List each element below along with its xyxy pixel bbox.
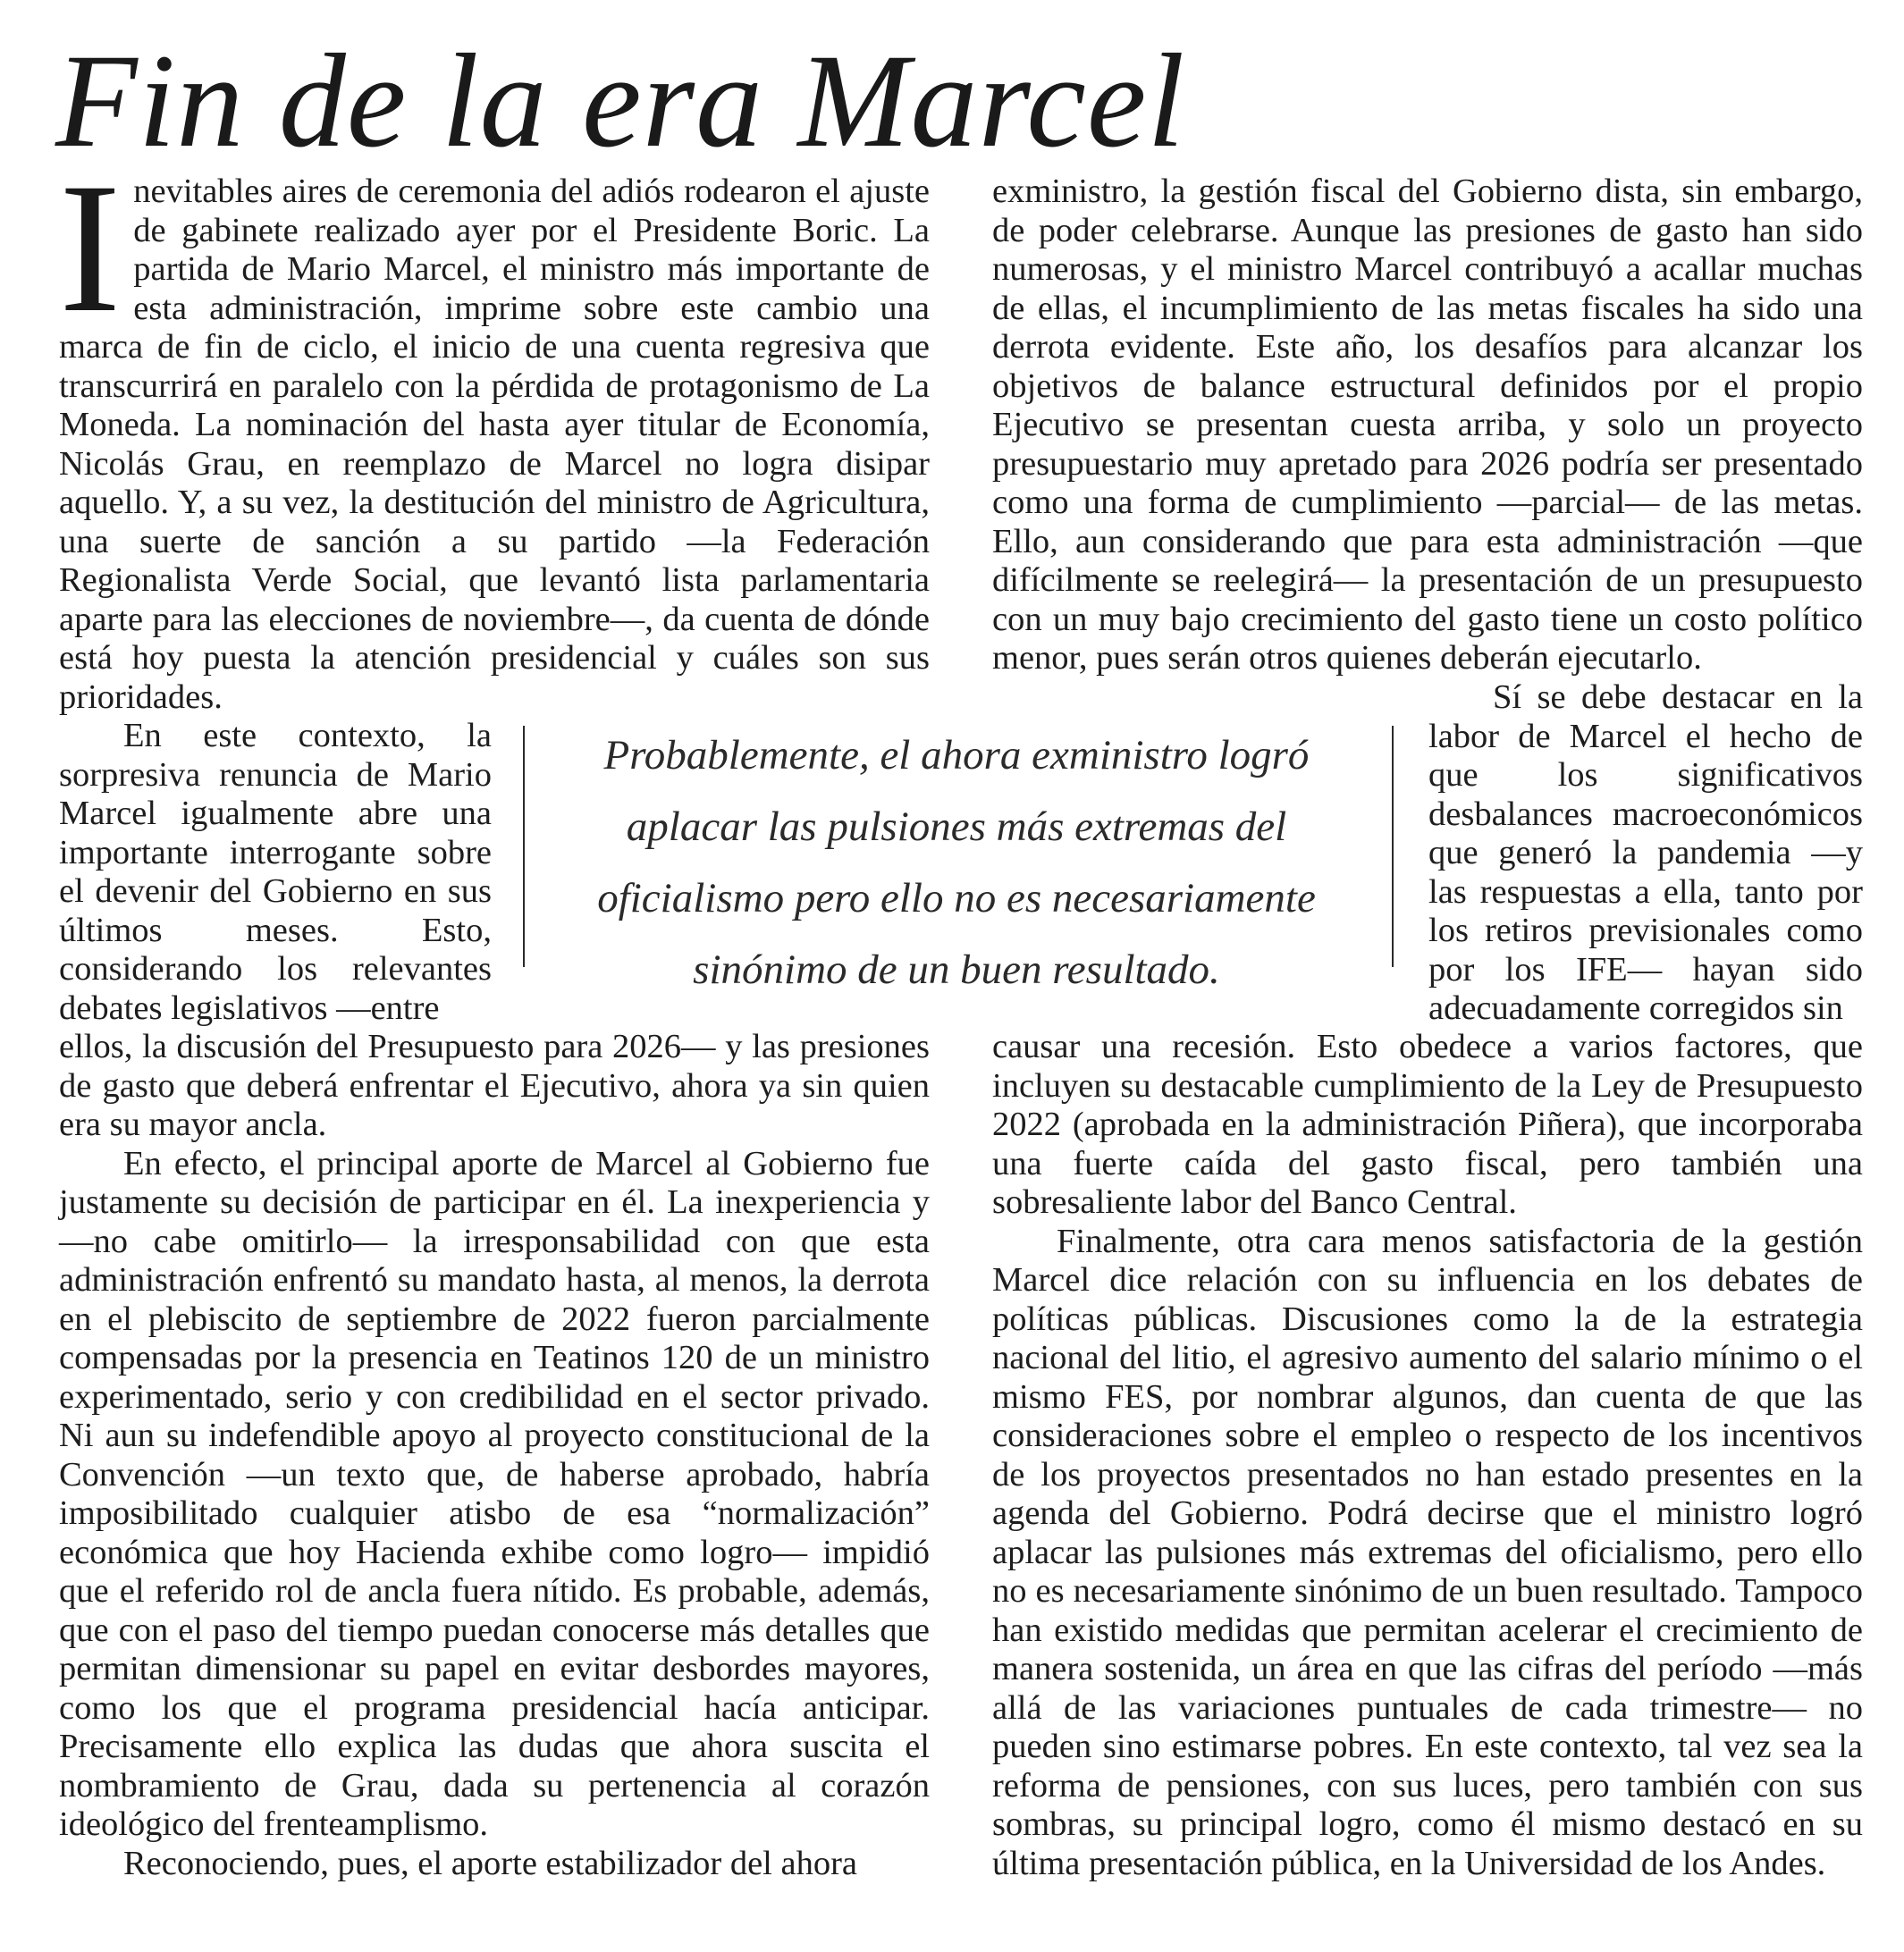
paragraph-continuation: ellos, la discusión del Presupuesto para 2026— y las presiones de gasto que deberá enfrentar el Ejecutivo, ahora ya sin quien era su mayor ancla.	[59, 1028, 930, 1143]
paragraph-finalmente: Finalmente, otra cara menos satisfactoria de la gestión Marcel dice relación con su influencia en los debates de políticas públicas. Discusiones como la de la estrategia nacional del litio, el agresivo aumento del salario mínimo o el mismo FES, por nombrar algunos, dan cuenta de que las consideraciones sobre el empleo o respecto de los incentivos de los proyectos presentados no han estado presentes en la agenda del Gobierno. Podrá decirse que el ministro logró aplacar las pulsiones más extremas del oficialismo, pero ello no es necesariamente sinónimo de un buen resultado. Tampoco han existido medidas que permitan acelerar el crecimiento de manera sostenida, un área en que las cifras del período —más allá de las variaciones puntuales de cada trimestre— no pueden sino estimarse pobres. En este contexto, tal vez sea la reforma de pensiones, con sus luces, pero también con sus sombras, su principal logro, como él mismo destacó en su última presentación pública, en la Universidad de los Andes.	[992, 1222, 1863, 1882]
paragraph-reconociendo: Reconociendo, pues, el aporte estabilizador del ahora	[123, 1844, 858, 1882]
paragraph-aporte: En efecto, el principal aporte de Marcel al Gobierno fue justamente su decisión de participar en él. La inexperiencia y —no cabe omitirlo— la irresponsabilidad con que esta administración enfrentó su mandato hasta, al menos, la derrota en el plebiscito de septiembre de 2022 fueron parcialmente compensadas por la presencia en Teatinos 120 de un ministro experimentado, serio y con credibilidad en el sector privado. Ni aun su indefendible apoyo al proyecto constitucional de la Convención —un texto que, de haberse aprobado, habría imposibilitado cualquier atisbo de esa “normalización” económica que hoy Hacienda exhibe como logro— impidió que el referido rol de ancla fuera nítido. Es probable, además, que con el paso del tiempo puedan conocerse más detalles que permitan dimensionar su papel en evitar desbordes mayores, como los que el programa presidencial hacía anticipar. Precisamente ello explica las dudas que ahora suscita el nombramiento de Grau, dada su pertenencia al corazón ideológico del frenteamplismo.	[59, 1144, 930, 1843]
paragraph-context: En este contexto, la sorpresiva renuncia de Mario Marcel igualmente abre una importante interrogante sobre el devenir del Gobierno en sus últimos meses. Esto, considerando los relevantes debates legislativos —entre	[59, 717, 492, 1027]
left-narrow-column	[59, 717, 492, 1028]
paragraph-recesion: causar una recesión. Esto obedece a varios factores, que incluyen su destacable cumplimiento de la Ley de Presupuesto 2022 (aprobada en la administración Piñera), que incorporaba una fuerte caída del gasto fiscal, pero también una sobresaliente labor del Banco Central.	[992, 1028, 1863, 1221]
headline: Fin de la era Marcel	[55, 27, 1186, 175]
right-narrow-column	[1428, 678, 1863, 1029]
left-column-bottom	[59, 1028, 930, 1883]
pull-quote-rule-right	[1392, 726, 1394, 967]
paragraph-gestion-fiscal: exministro, la gestión fiscal del Gobierno dista, sin embargo, de poder celebrarse. Aunque las presiones de gasto han sido numerosas, y el ministro Marcel contribuyó a acallar muchas de ellas, el incumplimiento de las metas fiscales ha sido una derrota evidente. Este año, los desafíos para alcanzar los objetivos de balance estructural definidos por el propio Ejecutivo se presentan cuesta arriba, y solo un proyecto presupuestario muy apretado para 2026 podría ser presentado como una forma de cumplimiento —parcial— de las metas. Ello, aun considerando que para esta administración —que difícilmente se reelegirá— la presentación de un presupuesto con un muy bajo crecimiento del gasto tiene un costo político menor, pues serán otros quienes deberán ejecutarlo.	[992, 172, 1863, 677]
drop-cap: I	[59, 145, 122, 350]
right-column-bottom	[992, 1028, 1863, 1883]
left-column-top	[59, 145, 930, 717]
paragraph-intro	[59, 145, 930, 717]
right-column-top	[992, 172, 1863, 678]
intro-text: nevitables aires de ceremonia del adiós rodearon el ajuste de gabinete realizado ayer por el Presidente Boric. La partida de Mario Marcel, el ministro más importante de esta administración, imprime sobre este cambio una marca de fin de ciclo, el inicio de una cuenta regresiva que transcurrirá en paralelo con la pérdida de protagonismo de La Moneda. La nominación del hasta ayer titular de Economía, Nicolás Grau, en reemplazo de Marcel no logra disipar aquello. Y, a su vez, la destitución del ministro de Agricultura, una suerte de sanción a su partido —la Federación Regionalista Verde Social, que levantó lista parlamentaria aparte para las elecciones de noviembre—, da cuenta de dónde está hoy puesta la atención presidencial y cuáles son sus prioridades.	[59, 172, 930, 716]
paragraph-destacar: Sí se debe destacar en la labor de Marcel el hecho de que los significativos desbalances macroeconómicos que generó la pandemia —y las respuestas a ella, tanto por los retiros previsionales como por los IFE— hayan sido adecuadamente corregidos sin	[1428, 678, 1863, 1027]
pull-quote: Probablemente, el ahora exministro logró aplacar las pulsiones más extremas del oficialismo pero ello no es necesariamente sinónimo de un buen resultado.	[597, 732, 1316, 993]
pull-quote-rule-left	[523, 726, 525, 967]
